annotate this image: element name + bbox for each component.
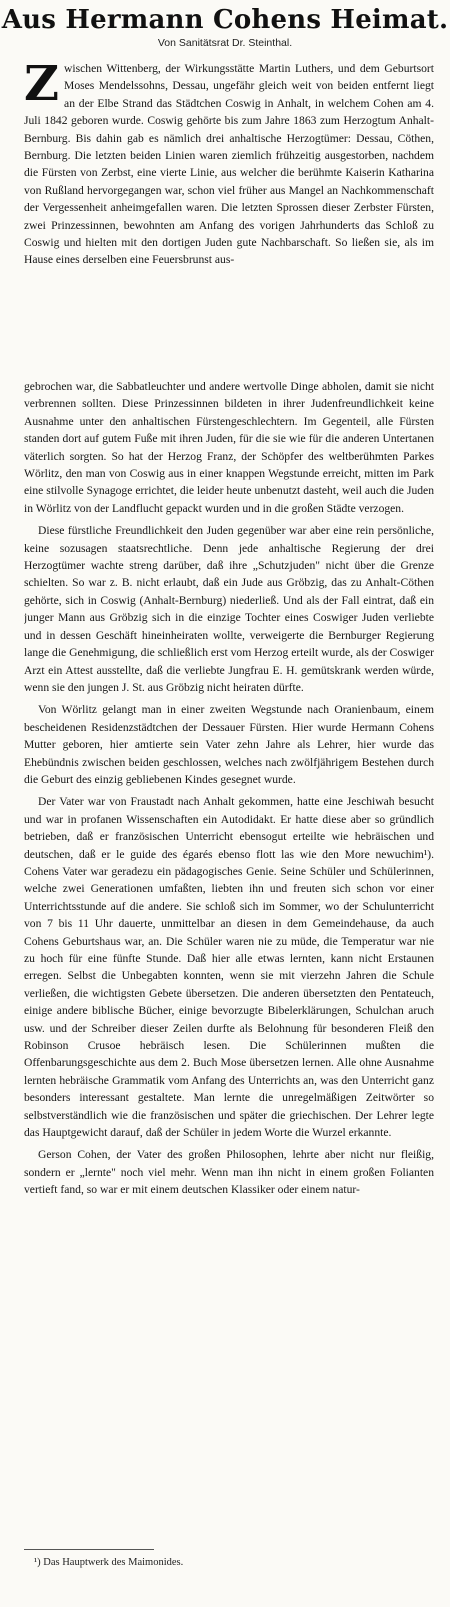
paragraph-text: wischen Wittenberg, der Wirkungsstätte Martin Luthers, und dem Geburtsort Moses Mendelssohns, Dessau, ungefähr gleich weit von beiden entfernt liegt an der Elbe Strand das Städtchen Coswig in Anhalt, in welchem Cohen am 4. Juli 1842 geboren wurde. Coswig gehörte bis zum Jahre 1863 zum Herzogtum Anhalt-Bernburg. Bis dahin gab es nämlich drei anhaltische Herzogtümer: Dessau, Cöthen, Bernburg. Die letzten beiden Linien waren ziemlich frühzeitig ausgestorben, nachdem die Fürsten von Zerbst, eine vierte Linie, aus welcher die berühmte Kaiserin Katharina von Rußland hervorgegangen war, schon viel früher aus Mangel an Nachkommenschaft der Vergessenheit anheimgefallen waren. Die letzten Sprossen dieser Zerbster Fürsten, zwei Prinzessinnen, bewohnten am Anfang des vorigen Jahrhunderts das Schloß zu Coswig und hielten mit den dortigen Juden gute Nachbarschaft. So ließen sie, als im Hause eines derselben eine Feuersbrunst aus-: [24, 62, 434, 267]
paragraph: Diese fürstliche Freundlichkeit den Juden gegenüber war aber eine rein persönliche, keine sozusagen staatsrechtliche. Denn jede anhaltische Regierung der drei Herzogtümer wachte streng darüber, daß ihre „Schutzjuden" nicht über die Grenze schielten. So war z. B. nicht erlaubt, daß ein Jude aus Gröbzig, das zu Anhalt-Cöthen gehörte, sich in Coswig (Anhalt-Bernburg) niederließ. Und als der Fall eintrat, daß ein junger Mann aus Gröbzig sich in die einzige Tochter eines Coswiger Juden verliebte und in dessen Geschäft hineinheiraten wollte, verweigerte die Bernburger Regierung lange die Genehmigung, die schließlich erst vom Herzog erteilt wurde, als der Coswiger Arzt ein Attest ausstellte, daß die verliebte Jungfrau E. H. gemütskrank werden würde, wenn sie den jungen J. St. aus Gröbzig nicht heiraten dürfte.: [24, 524, 434, 694]
article-byline: Von Sanitätsrat Dr. Steinthal.: [157, 37, 293, 49]
paragraph: gebrochen war, die Sabbatleuchter und andere wertvolle Dinge abholen, damit sie nicht verbrennen sollten. Diese Prinzessinnen bildeten in ihrer Judenfreundlichkeit keine Ausnahme unter den anhaltischen Fürstengeschlechtern. Im Gegenteil, alle Fürsten standen dort auf gutem Fuße mit ihren Juden, für die sie wie für die anderen Untertanen väterlich sorgten. So hat der Herzog Franz, der Schöpfer des weltberühmten Parkes Wörlitz, den man von Coswig aus in einer knappen Wegstunde erreicht, mitten im Park eine stilvolle Synagoge errichtet, die leider heute unbenutzt dasteht, weil auch die Juden in Wörlitz von der Landflucht gepackt wurden und in die großen Städte verzogen.: [24, 380, 434, 515]
paragraph: [24, 60, 434, 269]
footnote: ¹) Das Hauptwerk des Maimonides.: [34, 1557, 184, 1568]
article-title: Aus Hermann Cohens Heimat.: [1, 5, 449, 35]
footnote-rule: [24, 1549, 154, 1550]
paragraph: Gerson Cohen, der Vater des großen Philosophen, lehrte aber nicht nur fleißig, sondern er „lernte" noch viel mehr. Wenn man ihn nicht in einem großen Folianten vertieft fand, so war er mit einem deutschen Klassiker oder einem natur-: [24, 1148, 434, 1197]
article-text-lower: [24, 378, 434, 1538]
drop-cap: Z: [24, 60, 60, 112]
paragraph: Von Wörlitz gelangt man in einer zweiten Wegstunde nach Oranienbaum, einem bescheidenen Residenzstädtchen der Dessauer Fürsten. Hier wurde Hermann Cohens Mutter geboren, hier amtierte sein Vater zehn Jahre als Lehrer, hier wurde das Ehebündnis zwischen beiden geschlossen, welches nach zwölfjährigem Bestehen durch die Geburt des einzig gebliebenen Kindes gesegnet wurde.: [24, 703, 434, 786]
paragraph: Der Vater war von Fraustadt nach Anhalt gekommen, hatte eine Jeschiwah besucht und war in profanen Wissenschaften ein Autodidakt. Er hatte diese aber so gründlich betrieben, daß er französischen Unterricht ebensogut erteilte wie hebräischen und deutschen, daß er le guide des égarés ebenso flott las wie den More newuchim¹). Cohens Vater war geradezu ein pädagogisches Genie. Seine Schüler und Schülerinnen, welche zwei Generationen umfaßten, liebten ihn und freuten sich schon vor einer Unterrichtsstunde auf die andere. Sie schloß sich im Sommer, wo der Schulunterricht von 7 bis 11 Uhr dauerte, unmittelbar an diesen in dem Gemeindehause, da auch Cohens Geburtshaus war, an. Die Schüler waren nie zu müde, die Temperatur war nie zu hoch für eine fünfte Stunde. Daß hier alle etwas lernten, kann nicht Erstaunen erregen. Selbst die Unbegabten konnten, wenn sie mit vierzehn Jahren die Schule verließen, die wichtigsten Gebete übersetzen. Die anderen übersetzten den Pentateuch, einige andere biblische Bücher, einige bevorzugte Bibelerklärungen, Schulchan aruch usw. und der Schreiber dieser Zeilen durfte als Belohnung für besonderen Fleiß den Robinson Crusoe hebräisch lesen. Die Schülerinnen mußten die Offenbarungsgeschichte aus dem 2. Buch Mose übersetzen lernen. Alle ohne Ausnahme lernten hebräische Grammatik vom Anfang des Unterrichts an, was den Unterricht ganz besonders interessant gestaltete. Man lernte die unregelmäßigen Zeitwörter so selbstverständlich wie die französischen und später die griechischen. Der Lehrer legte das Hauptgewicht darauf, daß der Schüler in jedem Worte die Wurzel erkannte.: [24, 795, 434, 1140]
article-text-upper: [24, 60, 434, 373]
